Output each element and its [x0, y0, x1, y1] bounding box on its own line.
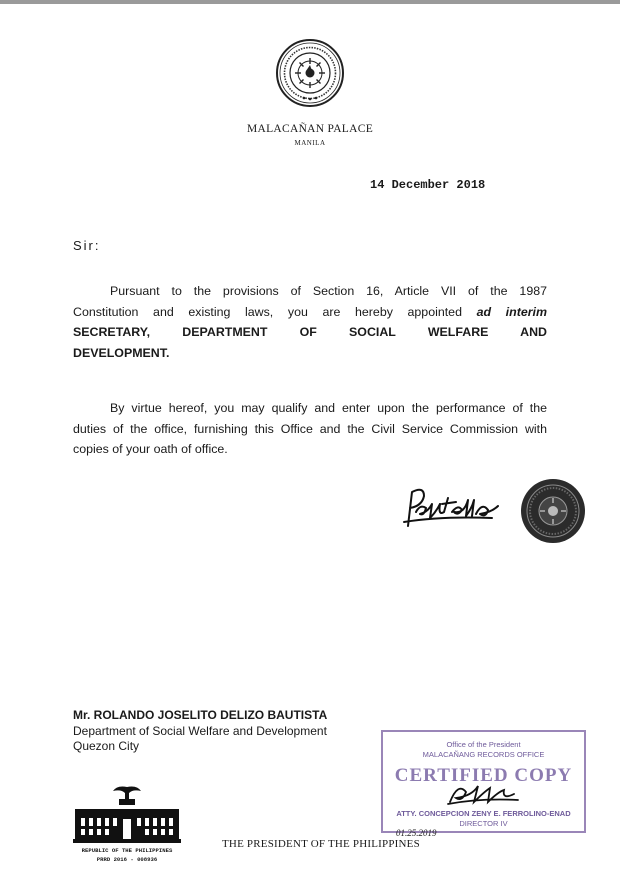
stamp-signatory: ATTY. CONCEPCION ZENY E. FERROLINO-ENAD [396, 809, 571, 818]
instruction-paragraph [73, 398, 547, 460]
president-signature [402, 482, 512, 530]
paragraph-text: Pursuant to the provisions of Section 16, Article VII of the 1987 [110, 284, 547, 298]
letter-date: 14 December 2018 [370, 178, 486, 192]
ad-interim-text: ad interim [476, 304, 547, 319]
stamp-records-office: MALACAÑANG RECORDS OFFICE [422, 750, 545, 759]
malacanang-building-icon [73, 783, 181, 843]
stamp-position: DIRECTOR IV [459, 819, 508, 828]
addressee-block [73, 708, 327, 755]
republic-label: REPUBLIC OF THE PHILIPPINES [81, 847, 173, 854]
addressee-department: Department of Social Welfare and Development [73, 723, 327, 738]
addressee-city: Quezon City [73, 739, 140, 753]
stamp-date: 01.25.2019 [396, 828, 437, 838]
addressee-name: Mr. ROLANDO JOSELITO DELIZO BAUTISTA [73, 708, 328, 722]
appointment-paragraph [73, 281, 547, 363]
salutation: Sir: [73, 238, 101, 253]
paragraph-line [73, 281, 547, 302]
position-title-line: DEVELOPMENT. [73, 345, 170, 360]
paragraph-line [73, 302, 547, 323]
paragraph-line: duties of the office, furnishing this Office and the Civil Service Commission with [73, 421, 547, 436]
paragraph-line [73, 398, 547, 419]
dry-seal-icon [520, 478, 586, 544]
position-title-line: SECRETARY, DEPARTMENT OF SOCIAL WELFARE AND [73, 325, 547, 339]
palace-name: MALACAÑAN PALACE [246, 123, 374, 135]
paragraph-text: Constitution and existing laws, you are hereby appointed [73, 304, 477, 319]
building-caption [73, 846, 181, 864]
document-code: PRRD 2016 - 008936 [96, 856, 158, 863]
stamp-signature [444, 778, 522, 808]
stamp-office: Office of the President [446, 740, 521, 749]
stamp-title: CERTIFIED COPY [394, 765, 573, 786]
palace-city: MANILA [294, 139, 326, 147]
president-title: THE PRESIDENT OF THE PHILIPPINES [222, 838, 420, 850]
paragraph-text: By virtue hereof, you may qualify and enter upon the performance of the [110, 401, 547, 415]
page-top-border [0, 0, 620, 4]
presidential-seal-icon [275, 38, 345, 108]
paragraph-line: copies of your oath of office. [73, 442, 228, 456]
